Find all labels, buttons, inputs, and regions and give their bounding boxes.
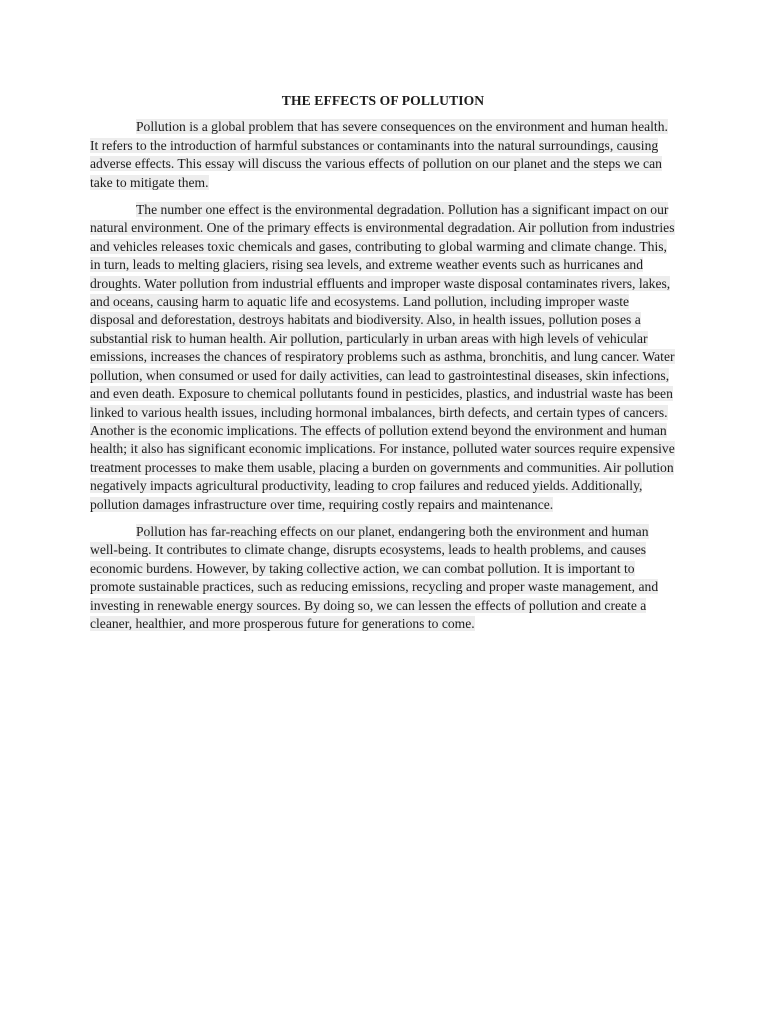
paragraph-body — [90, 201, 676, 514]
document-body — [90, 92, 676, 642]
document-title-text: THE EFFECTS OF POLLUTION — [281, 93, 485, 108]
document-title — [90, 92, 676, 110]
paragraph-introduction — [90, 118, 676, 192]
paragraph-introduction-text: Pollution is a global problem that has severe consequences on the environment and human health. It refers to the introduction of harmful substances or contaminants into the natural surroundings, causing adverse effects. This essay will discuss the various effects of pollution on our planet and the steps we can take to mitigate them. — [90, 119, 668, 190]
paragraph-conclusion-text: Pollution has far-reaching effects on our planet, endangering both the environment and human well-being. It contributes to climate change, disrupts ecosystems, leads to health problems, and causes economic burdens. However, by taking collective action, we can combat pollution. It is important to promote sustainable practices, such as reducing emissions, recycling and proper waste management, and investing in renewable energy sources. By doing so, we can lessen the effects of pollution and create a cleaner, healthier, and more prosperous future for generations to come. — [90, 523, 659, 631]
paragraph-body-text: The number one effect is the environmental degradation. Pollution has a significant impact on our natural environment. One of the primary effects is environmental degradation. Air pollution from industries and vehicles releases toxic chemicals and gases, contributing to global warming and climate change. This, in turn, leads to melting glaciers, rising sea levels, and extreme weather events such as hurricanes and droughts. Water pollution from industrial effluents and improper waste disposal contaminates rivers, lakes, and oceans, causing harm to aquatic life and ecosystems. Land pollution, including improper waste disposal and deforestation, destroys habitats and biodiversity. Also, in health issues, pollution poses a substantial risk to human health. Air pollution, particularly in urban areas with high levels of vehicular emissions, increases the chances of respiratory problems such as asthma, bronchitis, and lung cancer. Water pollution, when consumed or used for daily activities, can lead to gastrointestinal diseases, skin infections, and even death. Exposure to chemical pollutants found in pesticides, plastics, and industrial waste has been linked to various health issues, including hormonal imbalances, birth defects, and certain types of cancers. Another is the economic implications. The effects of pollution extend beyond the environment and human health; it also has significant economic implications. For instance, polluted water sources require expensive treatment processes to make them usable, placing a burden on governments and communities. Air pollution negatively impacts agricultural productivity, leading to crop failures and reduced yields. Additionally, pollution damages infrastructure over time, requiring costly repairs and maintenance. — [90, 202, 675, 512]
paragraph-conclusion — [90, 523, 676, 633]
